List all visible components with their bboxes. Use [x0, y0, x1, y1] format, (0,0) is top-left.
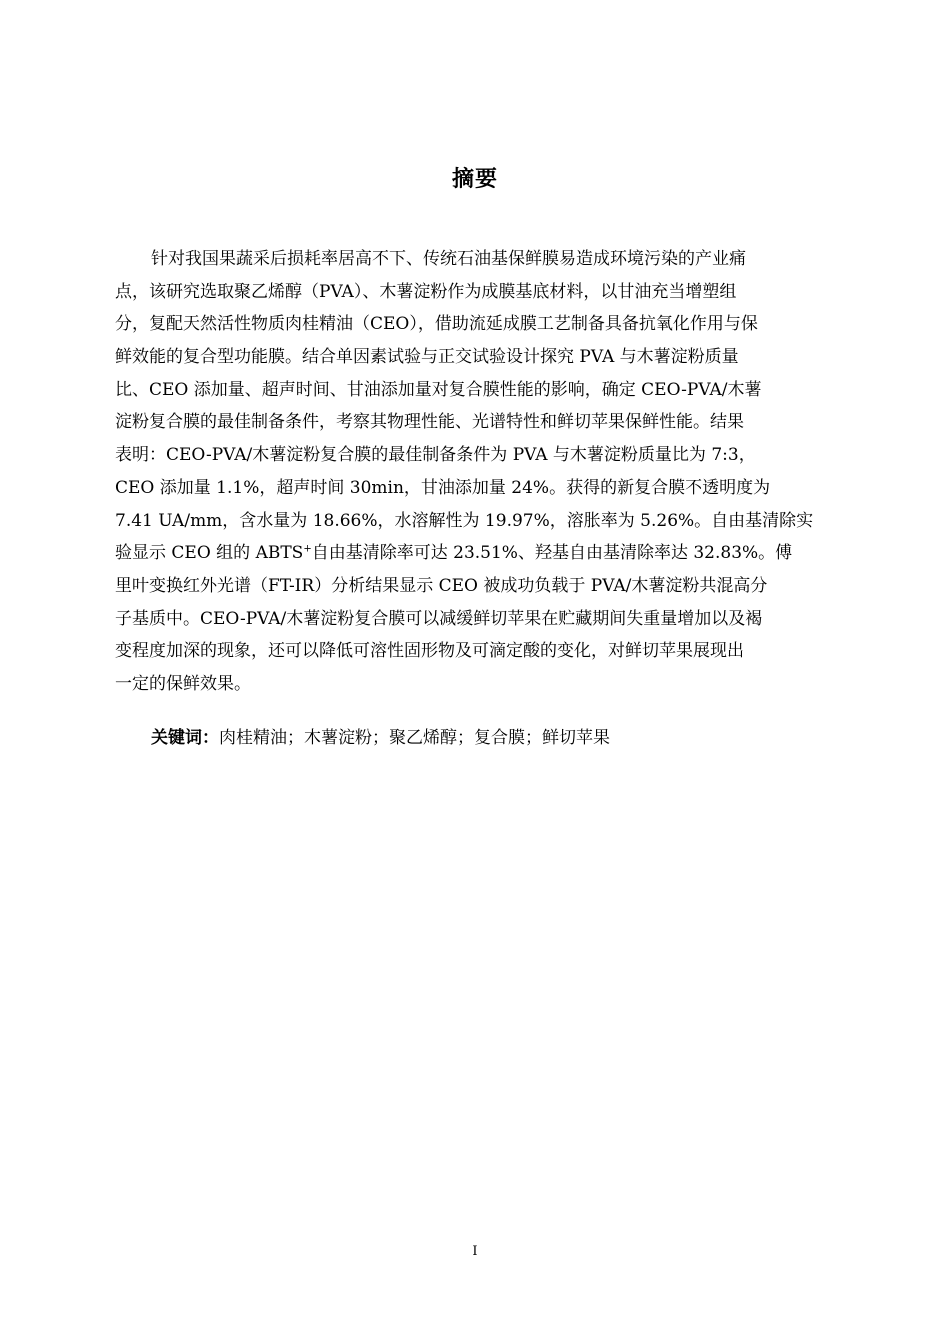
keywords-label: 关键词：: [151, 728, 219, 748]
abstract-line: 表明：CEO-PVA/木薯淀粉复合膜的最佳制备条件为 PVA 与木薯淀粉质量比为 7:3，: [115, 445, 756, 466]
abstract-line: 里叶变换红外光谱（FT-IR）分析结果显示 CEO 被成功负载于 PVA/木薯淀粉共混高分: [115, 575, 768, 596]
abstract-line: 针对我国果蔬采后损耗率居高不下、传统石油基保鲜膜易造成环境污染的产业痛: [151, 249, 746, 269]
abstract-title: 摘要: [451, 167, 498, 192]
abstract-line: 一定的保鲜效果。: [115, 673, 251, 694]
abstract-line: 点，该研究选取聚乙烯醇（PVA）、木薯淀粉作为成膜基底材料，以甘油充当增塑组: [115, 281, 737, 302]
abstract-line: 鲜效能的复合型功能膜。结合单因素试验与正交试验设计探究 PVA 与木薯淀粉质量: [115, 347, 739, 368]
abstract-line-abts-start: 验显示 CEO 组的 ABTS: [115, 543, 304, 564]
abstract-line: 子基质中。CEO-PVA/木薯淀粉复合膜可以减缓鲜切苹果在贮藏期间失重量增加以及褐: [115, 608, 763, 629]
abstract-line: 淀粉复合膜的最佳制备条件，考察其物理性能、光谱特性和鲜切苹果保鲜性能。结果: [115, 412, 744, 433]
abstract-line: 7.41 UA/mm，含水量为 18.66%，水溶解性为 19.97%，溶胀率为 5.26%。自由基清除实: [115, 510, 814, 531]
abstract-line: 变程度加深的现象，还可以降低可溶性固形物及可滴定酸的变化，对鲜切苹果展现出: [115, 641, 744, 662]
abstract-line: CEO 添加量 1.1%，超声时间 30min，甘油添加量 24%。获得的新复合膜不透明度为: [115, 477, 771, 498]
abstract-line-abts-end: 自由基清除率可达 23.51%、羟基自由基清除率达 32.83%。傅: [311, 543, 793, 564]
abstract-paragraph: [115, 243, 835, 701]
abstract-line-abts: [115, 537, 835, 570]
abstract-line: 比、CEO 添加量、超声时间、甘油添加量对复合膜性能的影响，确定 CEO-PVA/木薯: [115, 379, 762, 400]
keywords-text: 肉桂精油；木薯淀粉；聚乙烯醇；复合膜；鲜切苹果: [219, 728, 610, 748]
abts-superscript: +: [303, 543, 312, 555]
page-number: I: [472, 1244, 478, 1259]
keywords-line: [151, 722, 610, 754]
abstract-line: 分，复配天然活性物质肉桂精油（CEO），借助流延成膜工艺制备具备抗氧化作用与保: [115, 314, 758, 335]
